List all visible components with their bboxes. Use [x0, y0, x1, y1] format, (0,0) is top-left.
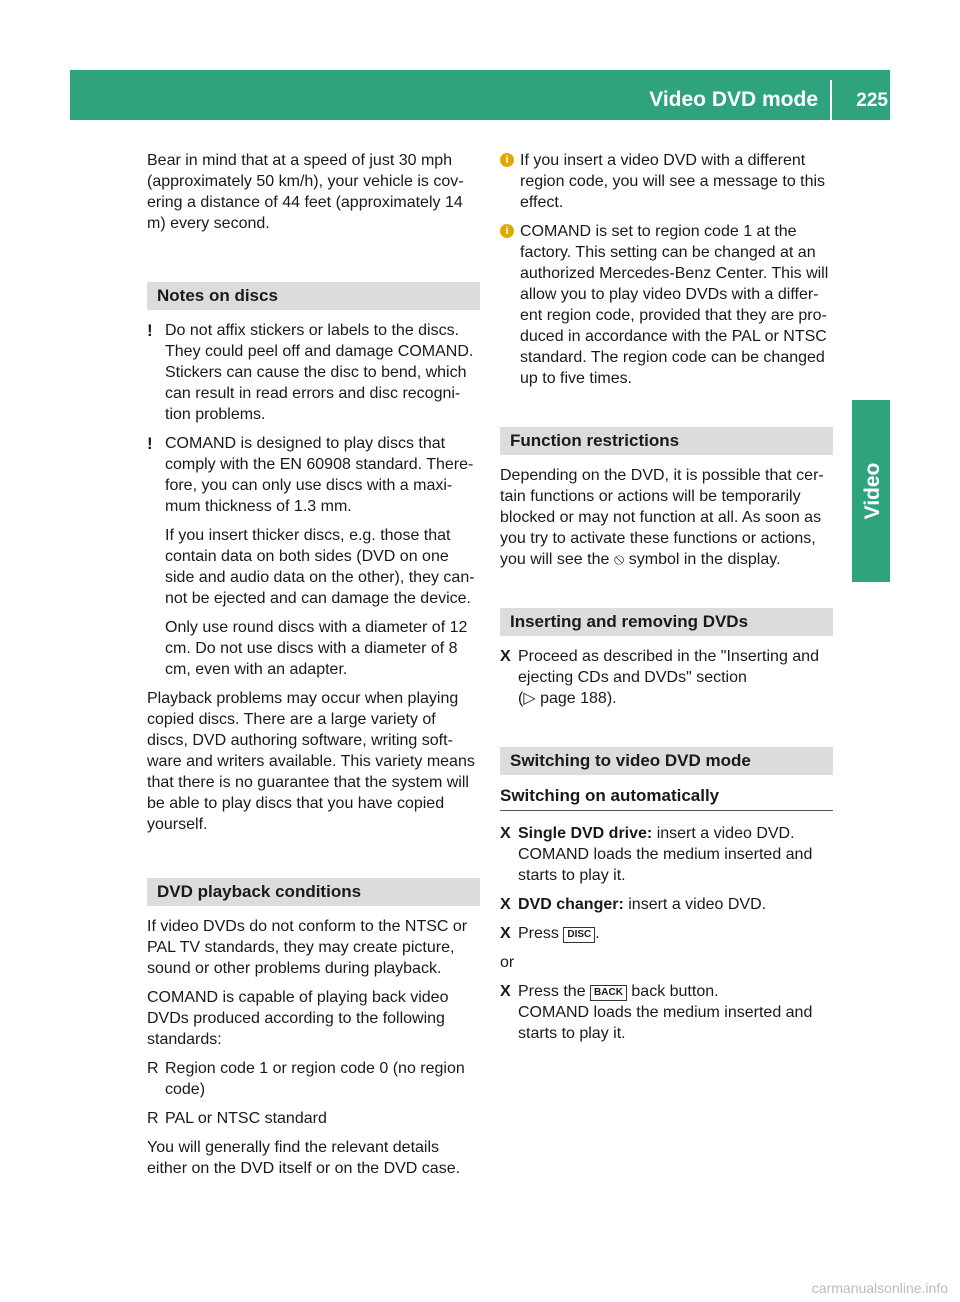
restrict-text: Depending on the DVD, it is possible that cer-tain functions or actions will be temporarily blocked or may not function at all. As soon as you try to activate these functions or actions, you will see the ⦸ symbol in the display.	[500, 467, 824, 568]
info-icon: i	[500, 224, 514, 238]
section-switching-video-dvd: Switching to video DVD mode	[500, 747, 833, 775]
left-column	[147, 150, 480, 1187]
section-notes-on-discs: Notes on discs	[147, 282, 480, 310]
info-region-code: i COMAND is set to region code 1 at the factory. This setting can be changed at an authorized Mercedes-Benz Center. This will allow you to play video DVDs with a differ-ent region code, provided that they are pro-duced in accordance with the PAL or NTSC standard. The region code can be changed up to five times.	[500, 221, 833, 389]
side-tab	[852, 400, 890, 582]
page-header	[70, 70, 890, 120]
list-item: R Region code 1 or region code 0 (no region code)	[147, 1060, 465, 1098]
step-single-drive: X Single DVD drive: insert a video DVD. COMAND loads the medium inserted and starts to play it.	[500, 825, 813, 884]
step-changer: X DVD changer: insert a video DVD.	[500, 896, 767, 913]
page-number: 225	[856, 90, 888, 111]
list-item: R PAL or NTSC standard	[147, 1110, 327, 1127]
warning-standard: ! COMAND is designed to play discs that comply with the EN 60908 standard. There-fore, you can only use discs with a maxi-mum thickness of 1.3 mm. If you insert thicker discs, e.g. those that contain data on both sides (DVD on one side and audio data on the other), they can-not be ejected and can damage the device. Only use round discs with a diameter of 12 cm. Do not use discs with a diameter of 8 cm, even with an adapter.	[147, 434, 475, 678]
step-arrow-icon: X	[500, 925, 511, 942]
step-arrow-icon: X	[500, 896, 511, 913]
section-inserting-removing: Inserting and removing DVDs	[500, 608, 833, 636]
intro-text: Bear in mind that at a speed of just 30 mph (approximately 50 km/h), your vehicle is cov-ering a distance of 44 feet (approximately 14 m) every second.	[147, 152, 464, 232]
watermark: carmanualsonline.info	[811, 1280, 948, 1296]
step-arrow-icon: X	[500, 983, 511, 1000]
playback-text: Playback problems may occur when playing copied discs. There are a large variety of discs, DVD authoring software, writing soft-ware and writers available. This variety means that there is no guarantee that the system will be able to play discs that you have copied yourself.	[147, 690, 475, 833]
chapter-title: Video DVD mode	[649, 88, 818, 111]
section-dvd-playback-conditions: DVD playback conditions	[147, 878, 480, 906]
bullet-icon: R	[147, 1110, 159, 1127]
step-press-disc: X Press DISC .	[500, 925, 600, 942]
step-arrow-icon: X	[500, 825, 511, 842]
back-key-icon: BACK	[590, 985, 627, 1001]
page-reference: (▷ page 188).	[518, 690, 617, 707]
step-arrow-icon: X	[500, 648, 511, 665]
warning-stickers: ! Do not affix stickers or labels to the discs. They could peel off and damage COMAND. Stickers can cause the disc to bend, which can result in read errors and disc recogni-tion problems.	[147, 321, 474, 423]
right-column	[500, 150, 833, 1052]
side-tab-label: Video	[861, 462, 884, 520]
bullet-icon: R	[147, 1060, 159, 1077]
cond-text-1: If video DVDs do not conform to the NTSC or PAL TV standards, they may create picture, sound or other problems during playback.	[147, 918, 468, 977]
warning-icon: !	[147, 434, 153, 453]
step-press-back: X Press the BACK back button. COMAND loads the medium inserted and starts to play it.	[500, 983, 813, 1042]
subheading-auto: Switching on automatically	[500, 785, 833, 811]
section-function-restrictions: Function restrictions	[500, 427, 833, 455]
disc-key-icon: DISC	[563, 927, 595, 943]
info-icon: i	[500, 153, 514, 167]
or-text: or	[500, 954, 515, 971]
step-insert: X Proceed as described in the "Inserting and ejecting CDs and DVDs" section (▷ page 188).	[500, 648, 819, 707]
header-divider	[830, 80, 832, 120]
cond-text-2: COMAND is capable of playing back video DVDs produced according to the following standards:	[147, 989, 449, 1048]
cond-text-3: You will generally find the relevant details either on the DVD itself or on the DVD case.	[147, 1139, 461, 1177]
info-region: i If you insert a video DVD with a different region code, you will see a message to this effect.	[500, 150, 833, 213]
blocked-symbol-icon: ⦸	[613, 551, 625, 568]
warning-icon: !	[147, 321, 153, 340]
